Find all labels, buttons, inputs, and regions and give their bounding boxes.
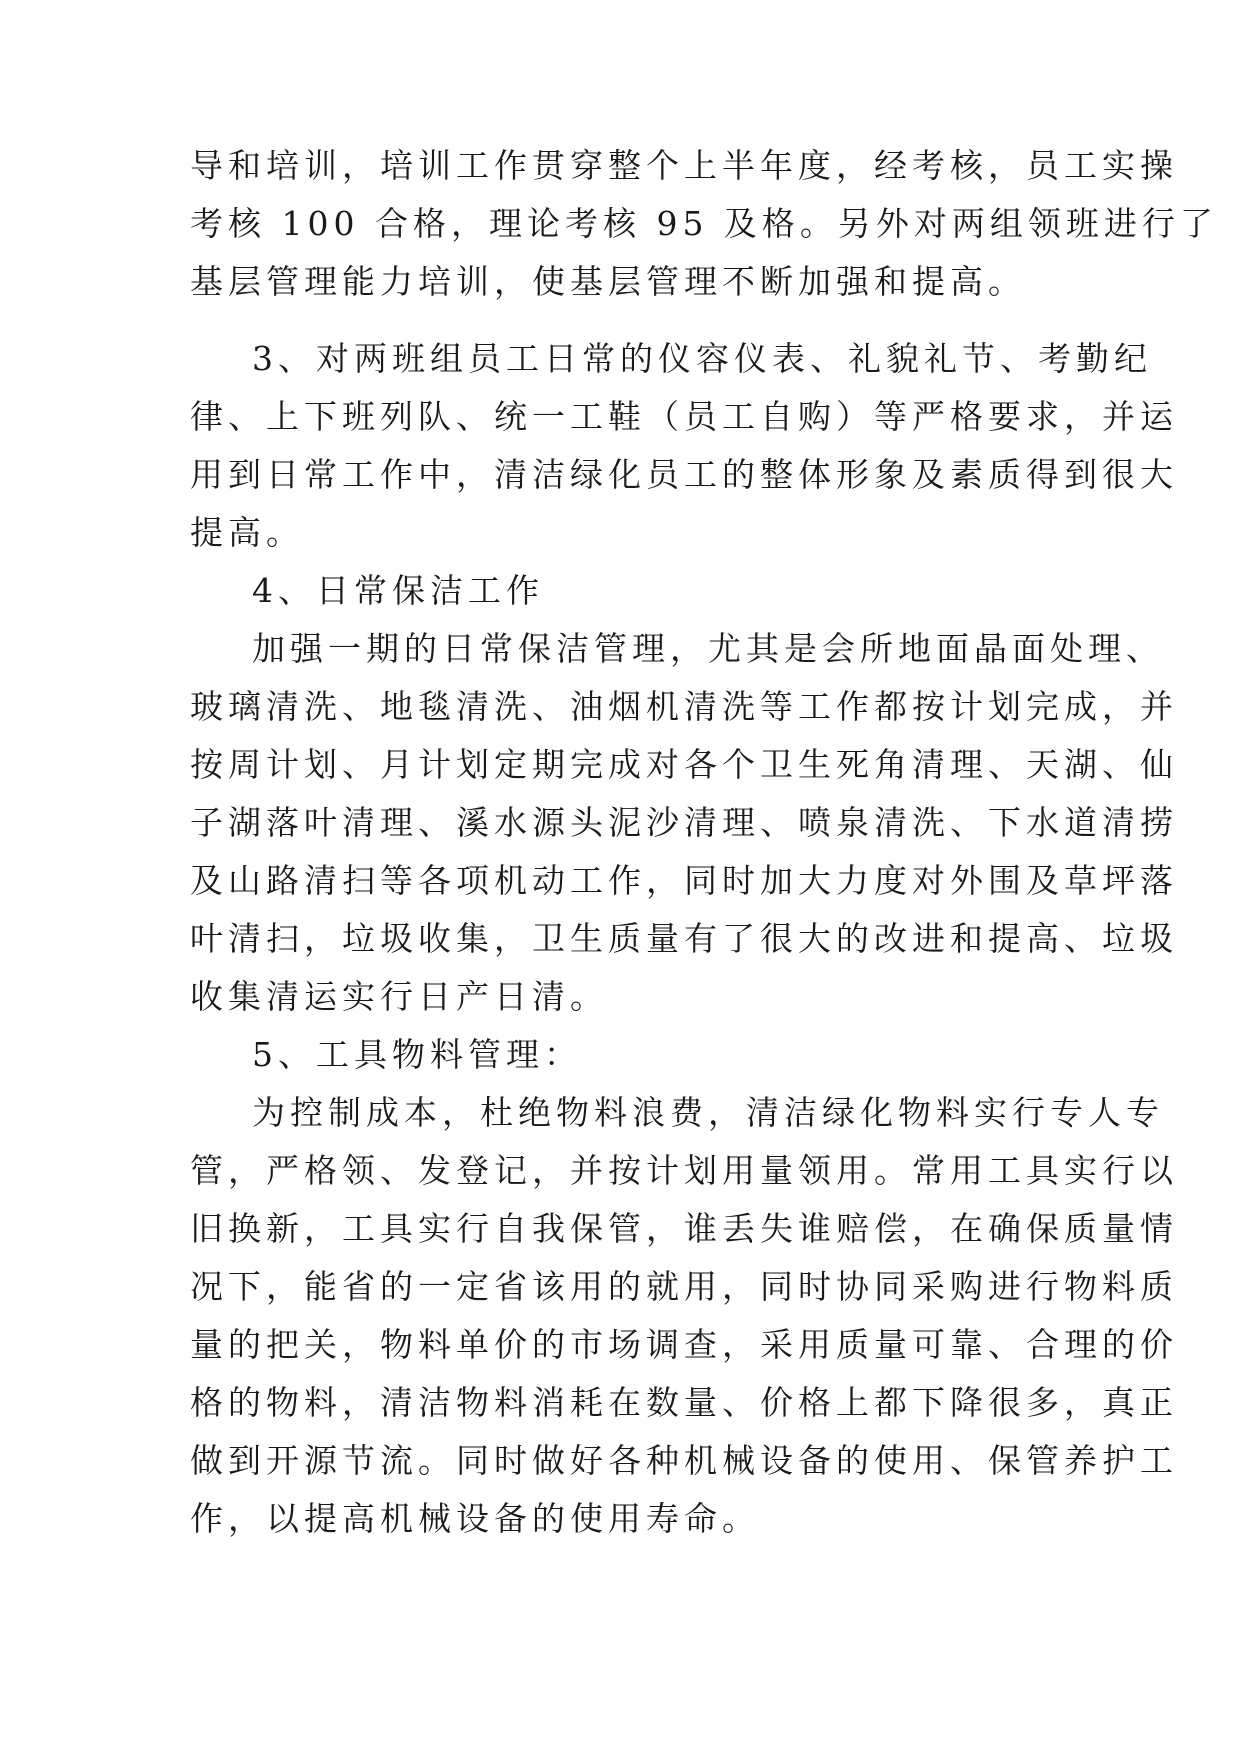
text-line: 基层管理能力培训，使基层管理不断加强和提高。 [190, 262, 1026, 301]
text-line: 4、日常保洁工作 [252, 571, 544, 610]
text-line: 律、上下班列队、统一工鞋（员工自购）等严格要求，并运 [190, 397, 1178, 436]
text-line: 玻璃清洗、地毯清洗、油烟机清洗等工作都按计划完成，并 [190, 687, 1178, 726]
text-line: 况下，能省的一定省该用的就用，同时协同采购进行物料质 [190, 1267, 1178, 1306]
text-line: 及山路清扫等各项机动工作，同时加大力度对外围及草坪落 [190, 861, 1178, 900]
text-line: 考核 100 合格，理论考核 95 及格。另外对两组领班进行了 [190, 204, 1218, 243]
text-line: 3、对两班组员工日常的仪容仪表、礼貌礼节、考勤纪 [252, 339, 1152, 378]
text-line: 提高。 [190, 513, 304, 552]
text-line: 加强一期的日常保洁管理，尤其是会所地面晶面处理、 [252, 629, 1164, 668]
text-line: 5、工具物料管理： [252, 1035, 582, 1074]
text-line: 格的物料，清洁物料消耗在数量、价格上都下降很多，真正 [190, 1383, 1178, 1422]
text-line: 叶清扫，垃圾收集，卫生质量有了很大的改进和提高、垃圾 [190, 919, 1178, 958]
text-line: 做到开源节流。同时做好各种机械设备的使用、保管养护工 [190, 1441, 1178, 1480]
text-line: 管，严格领、发登记，并按计划用量领用。常用工具实行以 [190, 1151, 1178, 1190]
text-line: 按周计划、月计划定期完成对各个卫生死角清理、天湖、仙 [190, 745, 1178, 784]
text-line: 为控制成本，杜绝物料浪费，清洁绿化物料实行专人专 [252, 1093, 1164, 1132]
text-line: 收集清运实行日产日清。 [190, 977, 608, 1016]
text-line: 用到日常工作中，清洁绿化员工的整体形象及素质得到很大 [190, 455, 1178, 494]
text-line: 导和培训，培训工作贯穿整个上半年度，经考核，员工实操 [190, 146, 1178, 185]
text-line: 子湖落叶清理、溪水源头泥沙清理、喷泉清洗、下水道清捞 [190, 803, 1178, 842]
text-line: 量的把关，物料单价的市场调查，采用质量可靠、合理的价 [190, 1325, 1178, 1364]
text-line: 旧换新，工具实行自我保管，谁丢失谁赔偿，在确保质量情 [190, 1209, 1178, 1248]
text-line: 作，以提高机械设备的使用寿命。 [190, 1499, 760, 1538]
